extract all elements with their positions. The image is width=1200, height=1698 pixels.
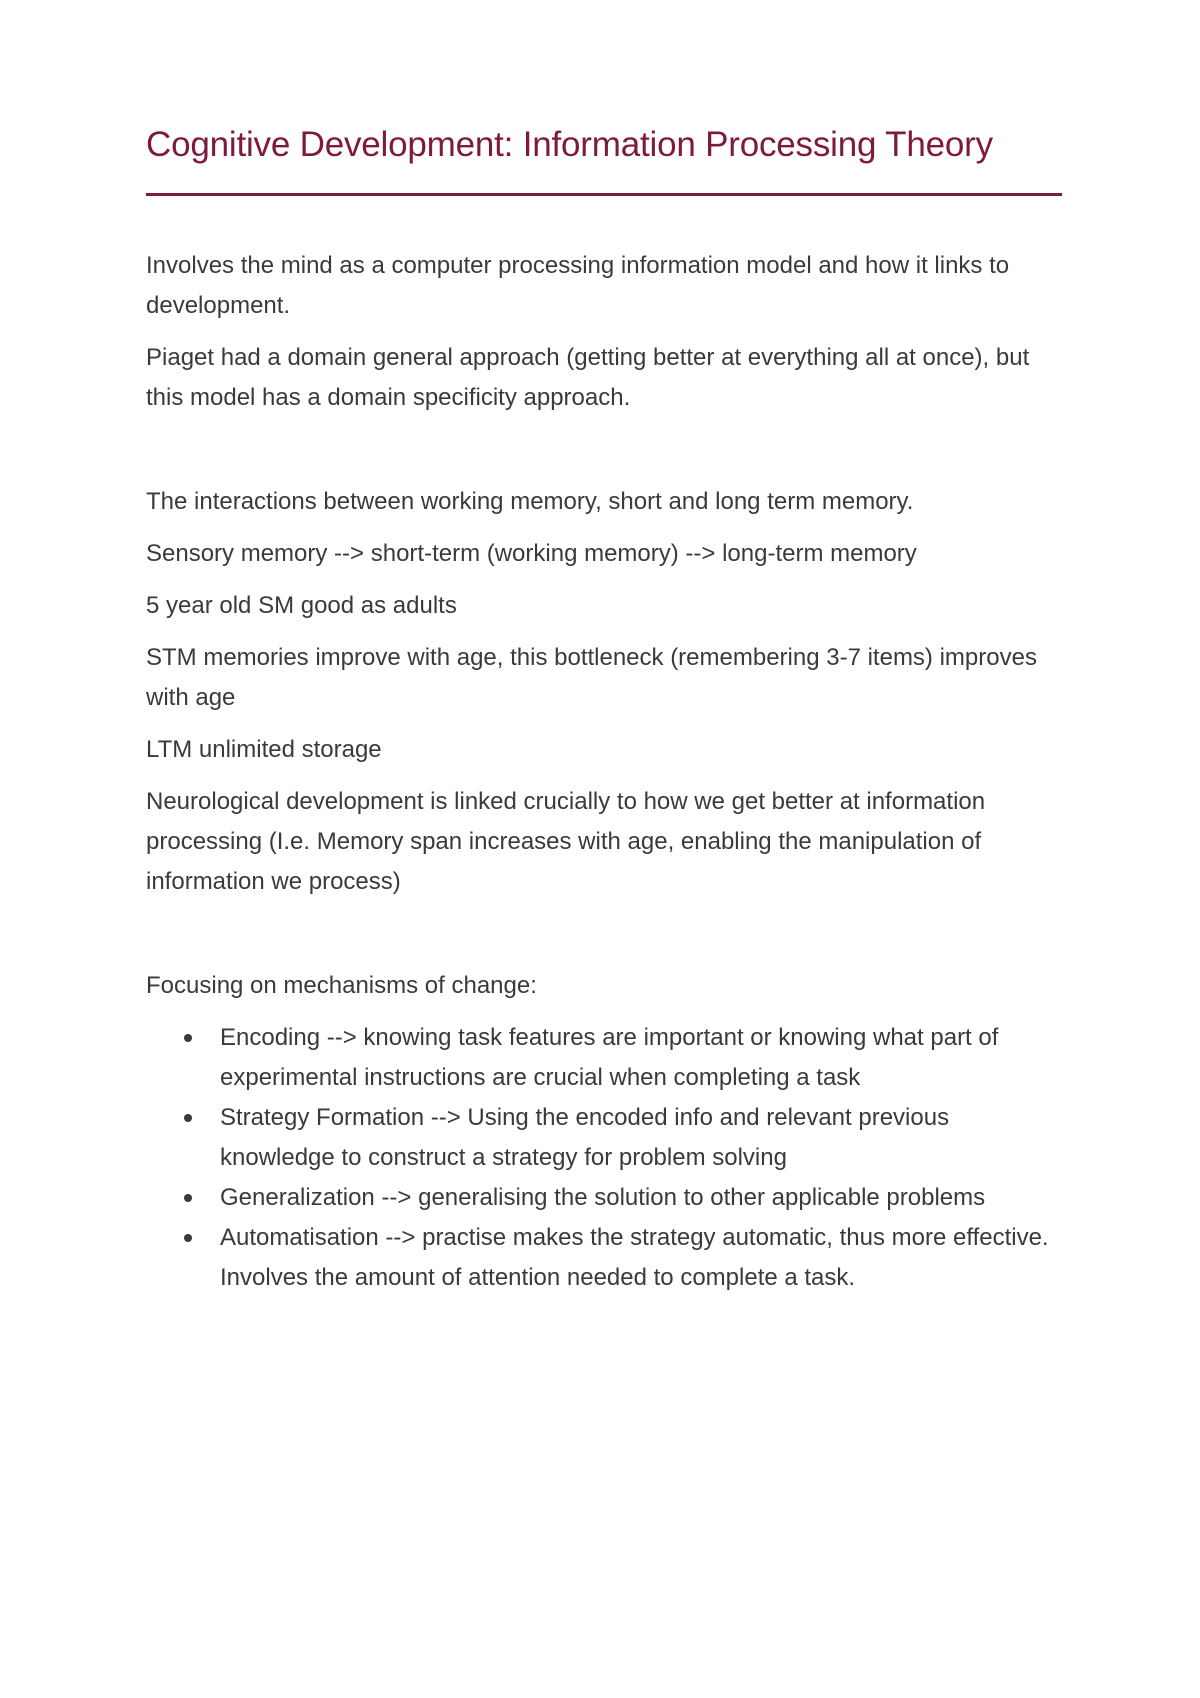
title-divider (146, 193, 1062, 196)
mechanisms-heading: Focusing on mechanisms of change: (146, 972, 537, 999)
bullet-icon (184, 1234, 192, 1242)
list-item-text: Automatisation --> practise makes the strategy automatic, thus more effective. Involves the amount of attention needed to complete a task. (220, 1224, 1049, 1291)
list-item-text: Encoding --> knowing task features are important or knowing what part of experimental instructions are crucial when completing a task (220, 1024, 999, 1091)
intro-paragraph-2: Piaget had a domain general approach (getting better at everything all at once), but this model has a domain specificity approach. (146, 344, 1030, 411)
memory-paragraph-2: Sensory memory --> short-term (working memory) --> long-term memory (146, 540, 917, 567)
document-page (146, 0, 1064, 1698)
list-item-text: Generalization --> generalising the solution to other applicable problems (220, 1184, 986, 1211)
intro-paragraph-1: Involves the mind as a computer processing information model and how it links to development. (146, 252, 1010, 319)
list-item (146, 1218, 1064, 1298)
bullet-icon (184, 1194, 192, 1202)
paragraph-spacer (146, 430, 1064, 482)
paragraph-spacer (146, 914, 1064, 966)
memory-paragraph-3: 5 year old SM good as adults (146, 592, 457, 619)
bullet-icon (184, 1114, 192, 1122)
list-item (146, 1098, 1064, 1178)
page-title: Cognitive Development: Information Processing Theory (146, 125, 993, 164)
memory-paragraph-6: Neurological development is linked crucially to how we get better at information processing (I.e. Memory span increases with age, enabling the manipulation of information we process) (146, 788, 986, 895)
bullet-icon (184, 1034, 192, 1042)
mechanisms-list (146, 1018, 1064, 1298)
list-item-text: Strategy Formation --> Using the encoded info and relevant previous knowledge to construct a strategy for problem solving (220, 1104, 950, 1171)
list-item (146, 1018, 1064, 1098)
memory-paragraph-4: STM memories improve with age, this bottleneck (remembering 3-7 items) improves with age (146, 644, 1037, 711)
memory-paragraph-1: The interactions between working memory, short and long term memory. (146, 488, 914, 515)
list-item (146, 1178, 1064, 1218)
document-body (146, 246, 1064, 1298)
memory-paragraph-5: LTM unlimited storage (146, 736, 382, 763)
